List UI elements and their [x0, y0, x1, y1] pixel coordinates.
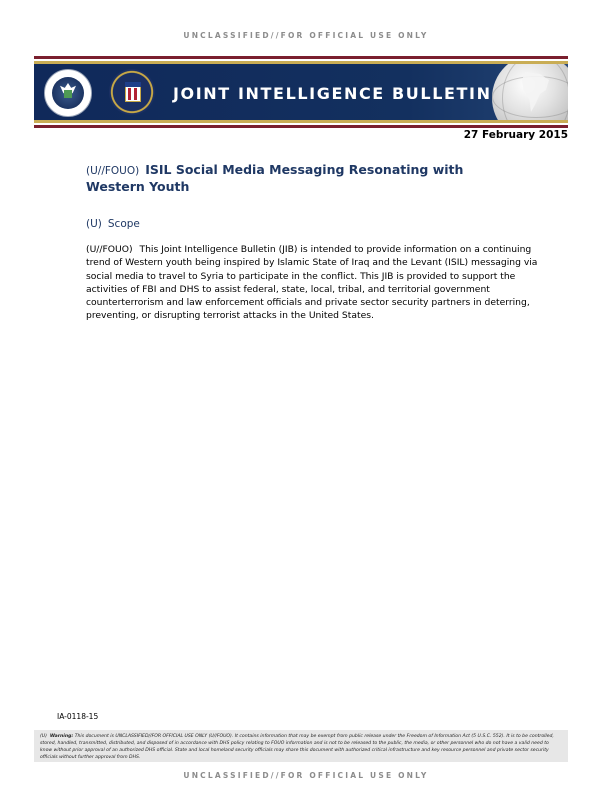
banner-stripe [34, 125, 568, 128]
warning-marking: (U) [40, 734, 47, 739]
warning-label: Warning: [49, 734, 74, 739]
classification-marking-top: UNCLASSIFIED//FOR OFFICIAL USE ONLY [183, 31, 429, 40]
scope-paragraph [86, 243, 546, 323]
reference-number: IA-0118-15 [57, 712, 99, 721]
paragraph-classification-marking: (U//FOUO) [86, 244, 133, 255]
fbi-seal-icon [109, 69, 155, 115]
globe-icon [492, 64, 568, 120]
jib-banner [34, 56, 568, 128]
dhs-seal-icon [44, 69, 92, 117]
warning-text: This document is UNCLASSIFIED//FOR OFFICIAL USE ONLY (U//FOUO). It contains information that may be exempt from public release under the Freedom of Information Act (5 U.S.C. 552). It is to be controlled, stored, handled, transmitted, distributed, and disposed of in accordance with DHS policy relating to FOUO information and is not to be released to the public, the media, or other personnel who do not have a valid need to know without prior approval of an authorized DHS official. State and local homeland security officials may share this document with authorized critical infrastructure and key resource personnel and private sector security officials without further approval from DHS. [40, 734, 554, 760]
document-title [86, 162, 526, 195]
scope-heading [86, 218, 140, 230]
banner-title: JOINT INTELLIGENCE BULLETIN [173, 84, 492, 103]
scope-classification-marking: (U) [86, 218, 102, 230]
banner-stripe [34, 120, 568, 123]
title-text: ISIL Social Media Messaging Resonating with Western Youth [86, 162, 464, 194]
scope-heading-text: Scope [107, 218, 140, 230]
classification-marking-bottom: UNCLASSIFIED//FOR OFFICIAL USE ONLY [183, 771, 429, 780]
publication-date: 27 February 2015 [463, 129, 568, 141]
banner-body [34, 64, 568, 120]
banner-stripe [34, 56, 568, 59]
warning-box [34, 730, 568, 762]
scope-paragraph-text: This Joint Intelligence Bulletin (JIB) is intended to provide information on a continuing trend of Western youth being inspired by Islamic State of Iraq and the Levant (ISIL) messaging via social media to travel to Syria to participate in the conflict. This JIB is provided to support the activities of FBI and DHS to assist federal, state, local, tribal, and territorial government counterterrorism and law enforcement officials and private sector security partners in deterring, preventing, or disrupting terrorist attacks in the United States. [86, 244, 538, 322]
title-classification-marking: (U//FOUO) [86, 165, 140, 177]
